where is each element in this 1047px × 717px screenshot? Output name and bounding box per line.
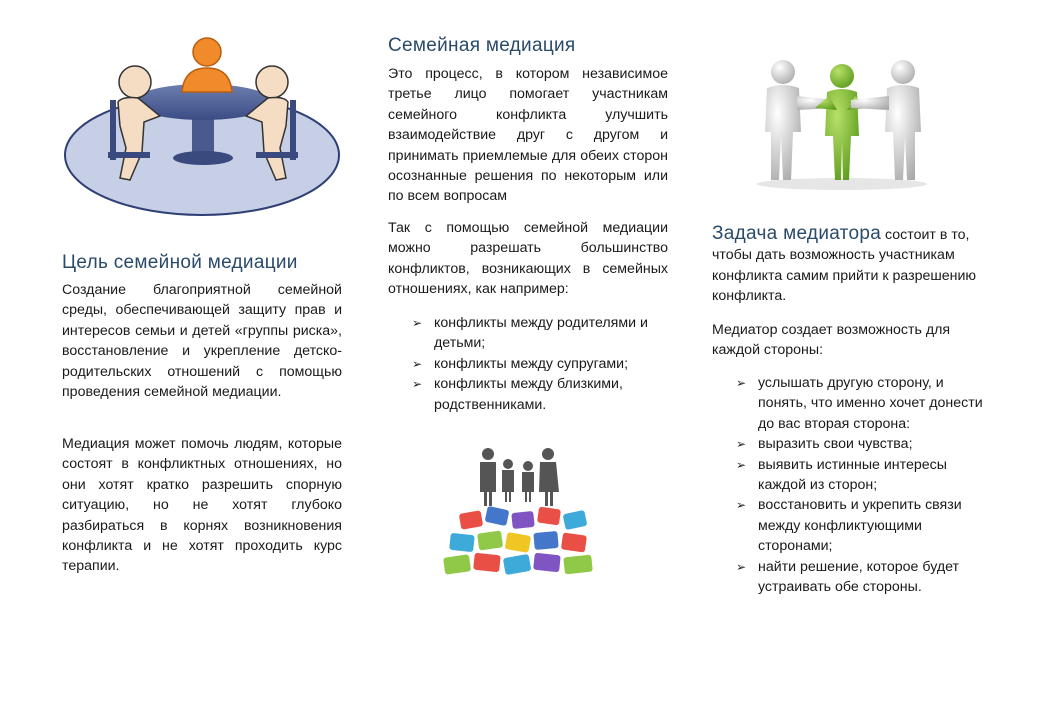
- list-item: ➢ найти решение, которое будет устраивать обе стороны.: [734, 557, 987, 598]
- right-bullet-list: [734, 373, 987, 597]
- right-intro: [712, 224, 987, 307]
- mediation-table-illustration: [60, 30, 345, 220]
- left-title: Цель семейной медиации: [62, 252, 298, 273]
- right-title: Задача медиатора: [712, 223, 882, 244]
- list-item: ➢ конфликты между супругами;: [410, 354, 668, 374]
- middle-paragraph-2: Так с помощью семейной медиации можно разрешать большинство конфликтов, возникающих в семейных отношениях, как например:: [388, 220, 668, 298]
- middle-paragraph-1: Это процесс, в котором независимое третье лицо помогает участникам семейного конфликта улучшить взаимодействие друг с другом и принимать приемлемые для обеих сторон осознанные решения по некоторым или по всем вопросам: [388, 66, 668, 205]
- middle-bullet-list: [410, 313, 668, 415]
- right-paragraph-2: Медиатор создает возможность для каждой стороны:: [712, 322, 951, 359]
- team-handshake-illustration: [745, 52, 940, 192]
- list-item: ➢ восстановить и укрепить связи между конфликтующими сторонами;: [734, 495, 987, 556]
- list-item: ➢ выявить истинные интересы каждой из сторон;: [734, 455, 987, 496]
- list-item: ➢ выразить свои чувства;: [734, 434, 987, 454]
- list-item: ➢ услышать другую сторону, и понять, что именно хочет донести до вас вторая сторона:: [734, 373, 987, 434]
- right-intro-text: состоит в то, чтобы дать возможность участникам конфликта самим прийти к разрешению конфликта.: [712, 227, 977, 305]
- left-paragraph-2: Медиация может помочь людям, которые состоят в конфликтных отношениях, но они хотят кратко разрешить спорную ситуацию, но не хотят глубоко разбираться в корнях возникновения конфликта и не хотят проходить курс терапии.: [62, 436, 342, 575]
- middle-title: Семейная медиация: [388, 35, 576, 56]
- list-item: ➢ конфликты между родителями и детьми;: [410, 313, 668, 354]
- family-puzzle-illustration: [440, 442, 608, 577]
- list-item: ➢ конфликты между близкими, родственниками.: [410, 374, 668, 415]
- left-paragraph-1: Создание благоприятной семейной среды, обеспечивающей защиту прав и интересов семьи и детей «группы риска», восстановление и укрепление детско-родительских отношений с помощью проведения семейной медиации.: [62, 282, 342, 401]
